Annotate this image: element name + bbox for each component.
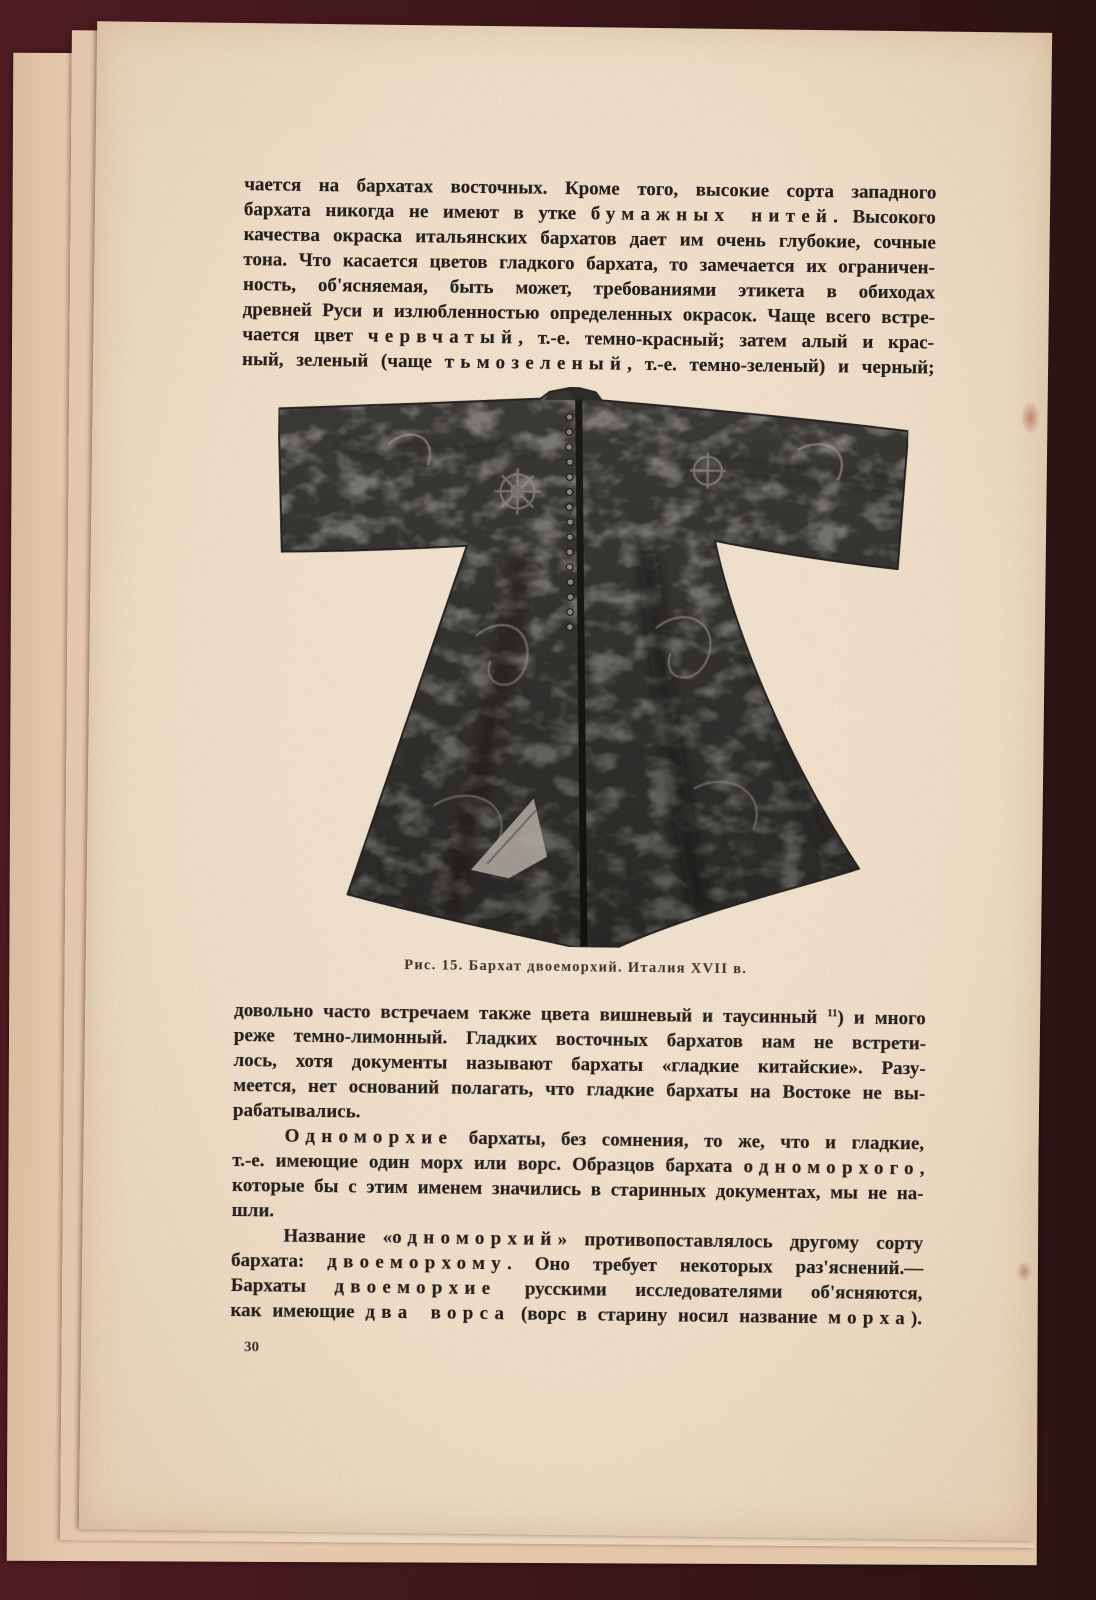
text-run: » противопоставлялось другому сорту: [557, 1228, 924, 1255]
footnote-ref: 11: [827, 1007, 838, 1020]
spaced-emphasis: Одноморхие: [284, 1125, 454, 1149]
paragraph-3: [232, 1123, 925, 1231]
text-run: . Высокого: [833, 206, 937, 229]
page-number: 30: [243, 1339, 260, 1356]
text-line: реже темно-лимонный. Гладких восточных бархатов нам не встрети-: [233, 1024, 927, 1055]
spaced-emphasis: бумажных нитей: [590, 203, 834, 228]
text-line: лось, хотя документы называют бархаты «гладкие китайские». Разу-: [233, 1049, 926, 1080]
paragraph-2: [233, 998, 926, 1131]
text-run: бархата никогда не имеют в утке: [243, 199, 591, 225]
paragraph-1: [242, 172, 936, 380]
spaced-emphasis: двоеморхие: [334, 1276, 497, 1300]
text-run: бархата:: [230, 1249, 328, 1273]
spaced-emphasis: одноморхого: [743, 1156, 920, 1180]
paragraph-4: [230, 1223, 923, 1331]
spaced-emphasis: двоеморхому: [327, 1251, 508, 1275]
text-line: шли.: [231, 1199, 275, 1222]
text-line: тона. Что касается цветов гладкого бархата, то замечается их ограничен-: [243, 249, 935, 279]
text-line: древней Руси и излюбленностью определенных окрасок. Чаще всего встре-: [242, 299, 936, 329]
text-run: русскими исследователями об'ясняются,: [496, 1278, 923, 1305]
robe-illustration: [272, 383, 909, 951]
text-run: , т.-е. темно-зеленый) и черный;: [627, 353, 935, 379]
text-run: бархаты, без сомнения, то же, что и гладкие,: [453, 1127, 925, 1155]
text-run: Название «: [283, 1225, 393, 1248]
paper-stain: [1016, 1261, 1032, 1283]
text-line: рабатывались.: [232, 1099, 361, 1123]
spaced-emphasis: тьмозеленый: [444, 351, 628, 375]
text-run: , т.-е. темно-красный; затем алый и крас-: [518, 327, 935, 354]
text-run: ,: [919, 1158, 925, 1180]
text-run: (ворс в старину носил название: [510, 1303, 829, 1329]
text-run: . Оно требует некоторых раз'яснений.—: [506, 1253, 924, 1280]
text-run: довольно часто встречаем также цвета вишневый и таусинный: [234, 999, 828, 1029]
paper-stain: [1020, 401, 1040, 435]
spaced-emphasis: морха: [827, 1307, 912, 1330]
text-line: меется, нет оснований полагать, что гладкие бархаты на Востоке не вы-: [233, 1074, 926, 1105]
figure-caption: Рис. 15. Бархат двоеморхий. Италия XVII в.: [404, 957, 748, 978]
text-line: которые бы с этим именем значились в старинных документах, мы не на-: [231, 1174, 924, 1205]
spaced-emphasis: одноморхий: [392, 1226, 558, 1250]
spaced-emphasis: два ворса: [365, 1301, 511, 1325]
robe-body: [272, 383, 909, 951]
text-run: ный, зеленый (чаще: [241, 349, 445, 373]
text-line: качества окраска итальянских бархатов дает им очень глубокие, сочные: [243, 224, 937, 254]
text-line: ность, об'ясняемая, быть может, требованиями этикета в обиходах: [242, 274, 936, 304]
robe-collar: [545, 387, 602, 401]
text-run: т.-е. имеющие один морх или ворс. Образцов бархата: [232, 1149, 744, 1178]
text-run: ).: [910, 1308, 923, 1330]
book-page: [79, 21, 1052, 1541]
robe-shading: [272, 383, 909, 951]
text-run: ) и много: [837, 1007, 926, 1030]
text-line: чается на бархатах восточных. Кроме того, высокие сорта западного: [244, 174, 937, 204]
text-run: чается цвет: [242, 324, 368, 347]
text-run: как имеющие: [230, 1299, 366, 1323]
spaced-emphasis: червчатый: [367, 325, 519, 349]
text-run: Бархаты: [230, 1274, 335, 1298]
